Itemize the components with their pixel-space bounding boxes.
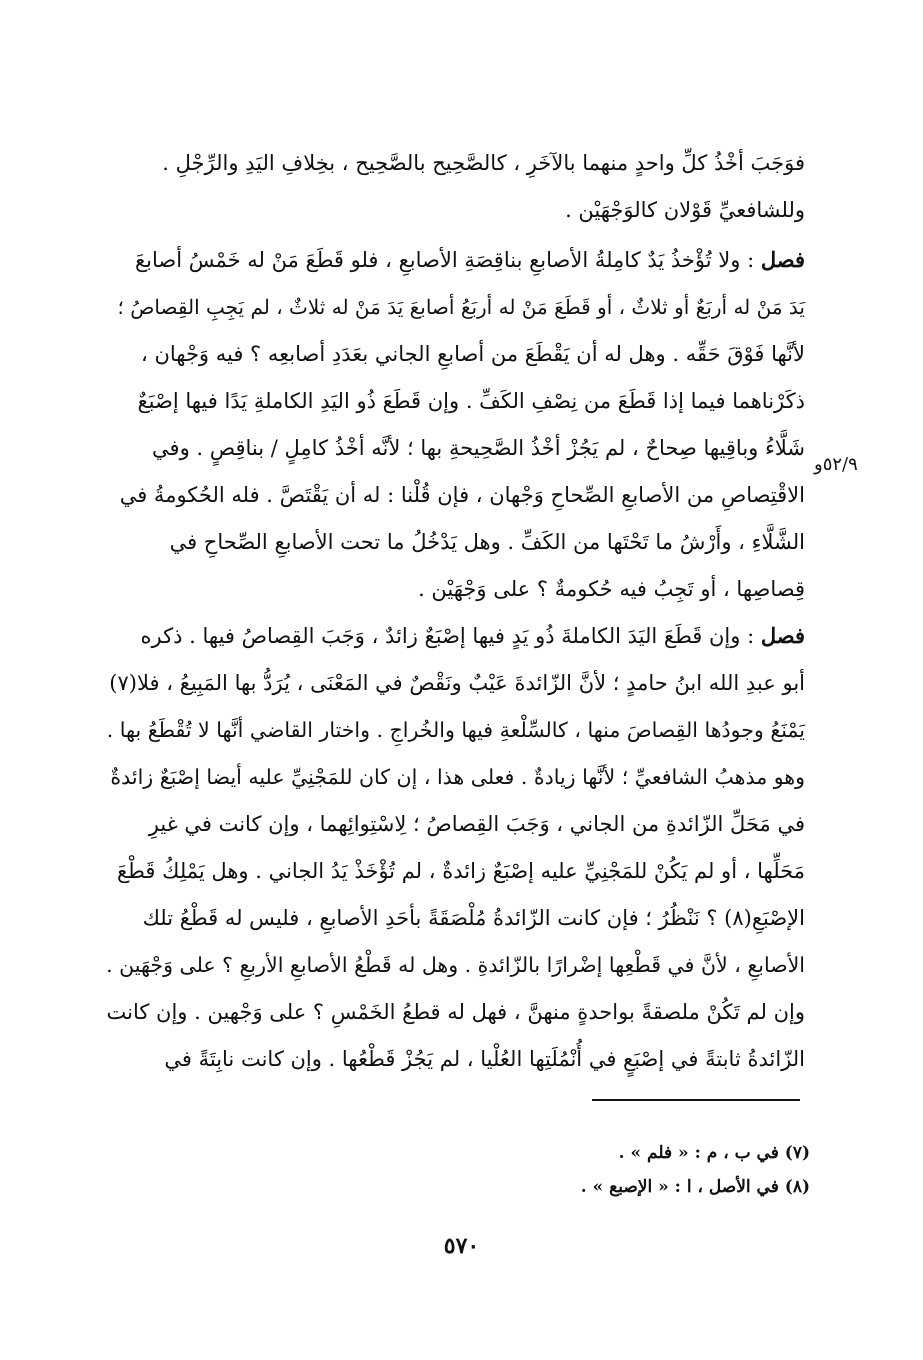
paragraph-2 bbox=[105, 236, 805, 613]
text-line: الأصابعِ ، لأنَّ في قَطْعِها إضْرارًا بالزّائدةِ . وهل له قَطْعُ الأصابعِ الأربعِ ؟ على وَجْهَين . bbox=[106, 953, 805, 977]
paragraph-1 bbox=[105, 140, 805, 234]
footnote: (٨) في الأصل ، ا : « الإصبع » . bbox=[580, 1177, 810, 1197]
section-keyword: فصل bbox=[760, 247, 805, 272]
page-number: ٥٧٠ bbox=[443, 1233, 480, 1259]
text-line-content: : ولا تُؤْخذُ يَدٌ كامِلةُ الأصابعِ بناقِصَةِ الأصابعِ ، فلو قَطَعَ مَنْ له خَمْسُ أصابعَ bbox=[134, 248, 755, 272]
footnote-divider bbox=[592, 1099, 800, 1101]
text-line: يَمْنَعُ وجودُها القِصاصَ منها ، كالسِّلْعةِ فيها والخُراجِ . واختار القاضي أنَّها لا تُقْطَعُ بها . bbox=[106, 718, 805, 742]
text-line: الزّائدةُ ثابتةً في إصْبَعٍ في أُنْمُلَتِها العُلْيا ، لم يَجُزْ قَطْعُها . وإن كانت نابِتَةً في bbox=[164, 1047, 805, 1071]
section-keyword: فصل bbox=[760, 623, 805, 648]
text-line: يَدَ مَنْ له أربَعٌ أو ثلاثٌ ، أو قَطَعَ مَنْ له أربَعُ أصابعَ يَدَ مَنْ له ثلاثٌ ، لم يَجِبِ القِصاصُ ؛ bbox=[117, 295, 805, 319]
text-line bbox=[105, 612, 805, 660]
text-line: الاقْتِصاصِ من الأصابعِ الصِّحاحِ وَجْهان ، فإن قُلْنا : له أن يَقْتَصَّ . فله الحُكومةُ في bbox=[119, 483, 805, 507]
footnote: (٧) في ب ، م : « فلم » . bbox=[618, 1143, 810, 1163]
footnotes bbox=[440, 1136, 810, 1204]
text-line: مَحَلِّها ، أو لم يَكُنْ للمَجْنِيِّ عليه إصْبَعٌ زائدةٌ ، لم تُؤْخَذْ يَدُ الجاني . وهل يَمْلِكُ قَطْعَ bbox=[117, 859, 805, 883]
text-line: قِصاصِها ، أو تَجِبُ فيه حُكومةٌ ؟ على وَجْهَيْن . bbox=[418, 577, 805, 601]
text-line-content: : وإن قَطَعَ اليَدَ الكاملةَ ذُو يَدٍ فيها إصْبَعٌ زائدٌ ، وَجَبَ القِصاصُ فيها . ذكره bbox=[140, 624, 755, 648]
marginal-folio-note: ٥٢/٩و bbox=[814, 454, 858, 475]
text-line: لأنَّها فَوْقَ حَقِّه . وهل له أن يَقْطَعَ من أصابعِ الجاني بعَدَدِ أصابعِه ؟ فيه وَجْهان ، bbox=[140, 342, 805, 366]
text-line: في مَحَلِّ الزّائدةِ من الجاني ، وَجَبَ القِصاصُ ؛ لِاسْتِوائِهما ، وإن كانت في غيرِ bbox=[148, 812, 805, 836]
text-line bbox=[105, 236, 805, 284]
text-line: فوَجَبَ أخْذُ كلِّ واحدٍ منهما بالآخَرِ ، كالصَّحِيح بالصَّحِيح ، بخِلافِ اليَدِ والرِّجْلِ . bbox=[162, 151, 805, 175]
text-line: الإصْبَعِ(٨) ؟ نَنْظُرُ ؛ فإن كانت الزّائدةُ مُلْصَقَةً بأحَدِ الأصابعِ ، فليس له قَطْعُ تلك bbox=[142, 906, 805, 930]
text-line: وإن لم تَكُنْ ملصقةً بواحدةٍ منهنَّ ، فهل له قطعُ الخَمْسِ ؟ على وَجْهين . وإن كانت bbox=[106, 1000, 805, 1024]
text-line: شَلَّاءُ وباقِيها صِحاحٌ ، لم يَجُزْ أخْذُ الصَّحِيحةِ بها ؛ لأنَّه أخْذُ كامِلٍ / بناقِصٍ . وفي bbox=[152, 436, 805, 460]
paragraph-3 bbox=[105, 612, 805, 1083]
text-line: أبو عبدِ الله ابنُ حامدٍ ؛ لأنَّ الزّائدةَ عَيْبٌ ونَقْصٌ في المَعْنَى ، يُرَدُّ بها المَبِيعُ ، فلا(٧) bbox=[109, 671, 805, 695]
text-line: ذكَرْناهما فيما إذا قَطَعَ من نِصْفِ الكَفِّ . وإن قَطَعَ ذُو اليَدِ الكاملةِ يَدًا فيها إصْبَعٌ bbox=[137, 389, 805, 413]
text-line: وهو مذهبُ الشافعيِّ ؛ لأنَّها زيادةٌ . فعلى هذا ، إن كان للمَجْنِيِّ عليه أيضا إصْبَعٌ زائدةٌ bbox=[110, 765, 805, 789]
text-line: الشَّلَّاءِ ، وأَرْشُ ما تَحْتَها من الكَفِّ . وهل يَدْخُلُ ما تحت الأصابعِ الصِّحاحِ في bbox=[169, 530, 805, 554]
text-line: وللشافعيِّ قَوْلان كالوَجْهَيْن . bbox=[565, 198, 805, 222]
